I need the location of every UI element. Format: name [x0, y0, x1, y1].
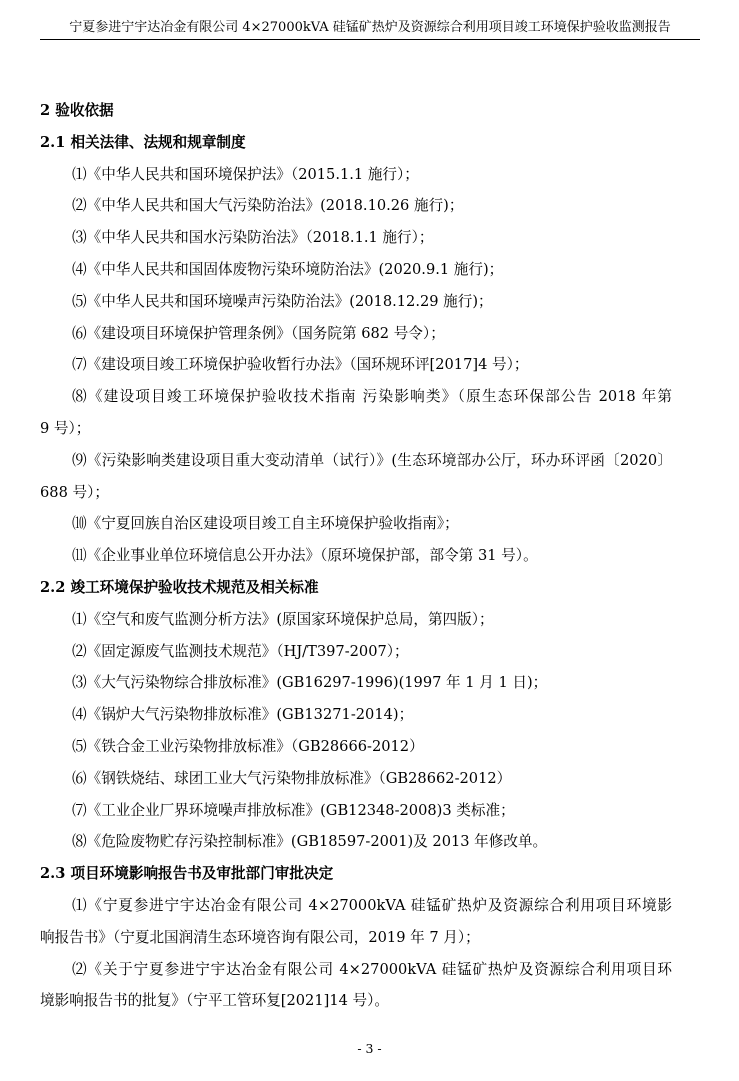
text-line: ⑶《大气污染物综合排放标准》(GB16297-1996)(1997 年 1 月 1 日)；	[72, 674, 548, 692]
text-line: ⑺《工业企业厂界环境噪声排放标准》(GB12348-2008)3 类标准；	[72, 801, 515, 819]
text-line: ⑴《中华人民共和国环境保护法》（2015.1.1 施行）；	[72, 165, 419, 183]
text-line: ⑵《关于宁夏参进宁宇达冶金有限公司 4×27000kVA 硅锰矿热炉及资源综合利用项目环	[72, 960, 672, 978]
text-line: ⑵《固定源废气监测技术规范》（HJ/T397-2007）；	[72, 642, 409, 660]
text-line: ⑽《宁夏回族自治区建设项目竣工自主环境保护验收指南》；	[72, 515, 459, 533]
text-line: 境影响报告书的批复》（宁平工管环复[2021]14 号）。	[40, 992, 390, 1010]
page-number: - 3 -	[357, 1041, 382, 1056]
text-line: ⑴《空气和废气监测分析方法》(原国家环境保护总局，第四版）；	[72, 610, 494, 628]
text-line: ⑹《建设项目环境保护管理条例》（国务院第 682 号令）；	[72, 324, 445, 342]
text-line: ⑸《铁合金工业污染物排放标准》（GB28666-2012）	[72, 737, 424, 755]
text-line: ⑺《建设项目竣工环境保护验收暂行办法》（国环规环评[2017]4 号）；	[72, 356, 529, 374]
text-line: ⑸《中华人民共和国环境噪声污染防治法》(2018.12.29 施行)；	[72, 292, 493, 310]
text-line: ⑴《宁夏参进宁宇达冶金有限公司 4×27000kVA 硅锰矿热炉及资源综合利用项目环境影	[72, 896, 672, 914]
page-header: 宁夏参进宁宇达冶金有限公司 4×27000kVA 硅锰矿热炉及资源综合利用项目竣工环境保护验收监测报告	[40, 17, 700, 40]
text-line: ⑷《锅炉大气污染物排放标准》(GB13271-2014)；	[72, 706, 414, 724]
text-line: 9 号）；	[40, 419, 91, 437]
section-heading: 2.3 项目环境影响报告书及审批部门审批决定	[40, 865, 334, 883]
section-heading: 2.2 竣工环境保护验收技术规范及相关标准	[40, 578, 319, 596]
text-line: ⑷《中华人民共和国固体废物污染环境防治法》(2020.9.1 施行)；	[72, 260, 504, 278]
text-line: 688 号）；	[40, 483, 109, 501]
document-body	[40, 95, 672, 1017]
text-line: ⑼《污染影响类建设项目重大变动清单（试行）》(生态环境部办公厅，环办环评函〔2020〕	[72, 451, 672, 469]
text-line: ⑾《企业事业单位环境信息公开办法》（原环境保护部，部令第 31 号）。	[72, 547, 538, 565]
text-line: ⑵《中华人民共和国大气污染防治法》(2018.10.26 施行)；	[72, 197, 464, 215]
text-line: ⑶《中华人民共和国水污染防治法》（2018.1.1 施行）；	[72, 229, 434, 247]
section-heading: 2.1 相关法律、法规和规章制度	[40, 133, 246, 151]
text-line: ⑻《建设项目竣工环境保护验收技术指南 污染影响类》（原生态环保部公告 2018 年第	[72, 388, 672, 406]
text-line: 响报告书》（宁夏北国润清生态环境咨询有限公司，2019 年 7 月）；	[40, 928, 480, 946]
section-heading: 2 验收依据	[40, 102, 114, 119]
text-line: ⑹《钢铁烧结、球团工业大气污染物排放标准》（GB28662-2012）	[72, 769, 512, 787]
text-line: ⑻《危险废物贮存污染控制标准》(GB18597-2001)及 2013 年修改单。	[72, 833, 548, 851]
